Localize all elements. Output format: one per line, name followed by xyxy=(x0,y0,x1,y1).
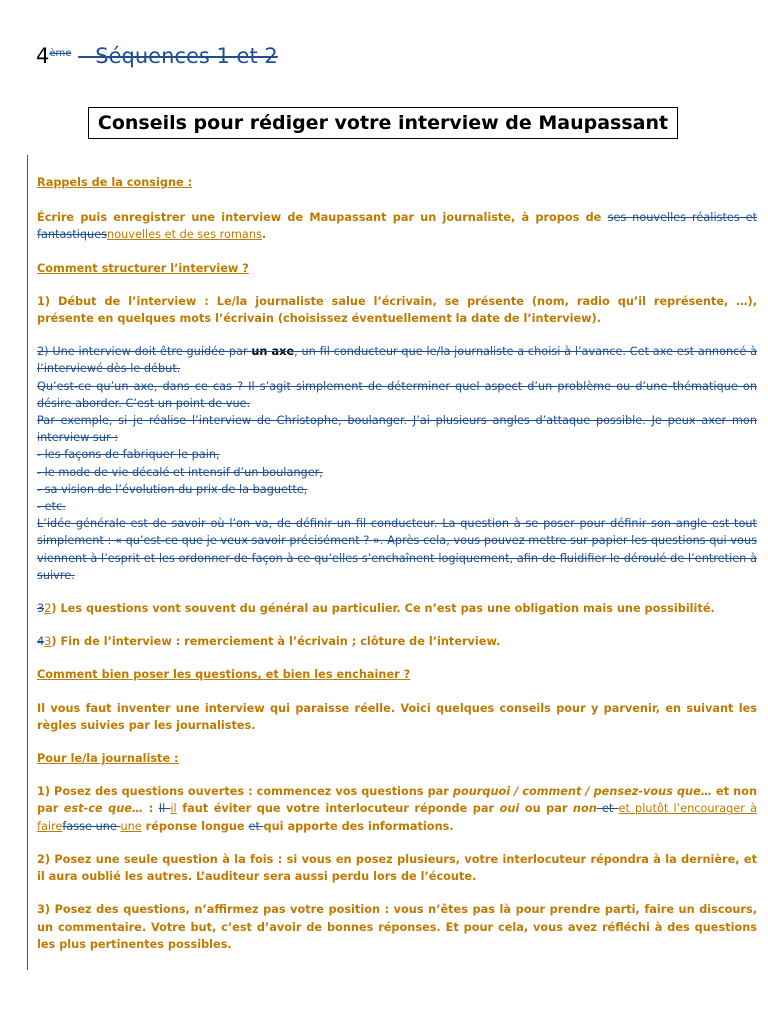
text-run: ) Les questions vont souvent du général au particulier. Ce n’est pas une obligation mais une possibilité. xyxy=(51,602,715,616)
italic-text: pourquoi / comment / pensez-vous que… xyxy=(452,785,713,799)
deleted-text: ses nouvelles réalistes et fantastiques xyxy=(37,211,757,242)
inserted-text: il xyxy=(170,802,177,816)
text-run: . xyxy=(261,228,267,242)
deleted-text: 4 xyxy=(37,635,45,649)
document-body xyxy=(37,174,757,969)
left-margin-bar xyxy=(27,155,28,970)
text-run: ou par xyxy=(519,802,573,816)
conseil-3: 3) Posez des questions, n’affirmez pas votre position : vous n’êtes pas là pour prendre parti, faire un discours, un commentaire. Votre but, c’est d’avoir de bonnes réponses. Et pour cela, vous avez réfléchi à des questions les plus pertinentes possibles. xyxy=(37,903,757,951)
deleted-text: 3 xyxy=(37,602,45,616)
section-heading: Comment structurer l’interview ? xyxy=(37,261,249,275)
deleted-line: - le mode de vie décalé et intensif d’un boulanger, xyxy=(37,465,323,479)
section-heading: Pour le/la journaliste : xyxy=(37,752,179,766)
text-run: ) Fin de l’interview : remerciement à l’écrivain ; clôture de l’interview. xyxy=(51,635,501,649)
rappels-heading xyxy=(37,174,757,191)
conseil-2: 2) Posez une seule question à la fois : si vous en posez plusieurs, votre interlocuteur répondra à la dernière, et il aura oublié les autres. L’auditeur sera aussi perdu lors de l’écoute. xyxy=(37,852,757,884)
structure-point-3 xyxy=(37,600,757,617)
section-heading: Rappels de la consigne : xyxy=(37,176,193,189)
deleted-text: Il xyxy=(158,802,171,816)
document-title: Conseils pour rédiger votre interview de Maupassant xyxy=(88,107,678,139)
text-run: réponse longue xyxy=(141,819,249,833)
text-run: Écrire puis enregistrer une interview de Maupassant par un journaliste, à propos de xyxy=(37,211,608,225)
deleted-line: L’idée générale est de savoir où l’on va, de définir un fil conducteur. La question à se poser pour définir son angle est tout simplement : « qu’est-ce que je veux savoir précisément ? ». Après cela, vous pouvez mettre sur papier les questions qui vous viennent à l’esprit et les ordonner de façon à ce qu’elles s’enchaînent logiquement, afin de fluidifier le déroulé de l’entretien à suivre. xyxy=(37,517,757,582)
deleted-line: - etc. xyxy=(37,500,66,514)
italic-text: est-ce que… xyxy=(63,802,144,816)
class-level: 4 xyxy=(36,44,50,68)
structure-point-1: 1) Début de l’interview : Le/la journaliste salue l’écrivain, se présente (nom, radio qu’il représente, …), présente en quelques mots l’écrivain (choisissez éventuellement la date de l’interview). xyxy=(37,294,757,326)
inserted-text: 2 xyxy=(44,602,52,616)
conseil-1 xyxy=(37,783,757,835)
structure-heading xyxy=(37,260,757,277)
questions-intro: Il vous faut inventer une interview qui paraisse réelle. Voici quelques conseils pour y parvenir, en suivant les règles suivies par les journalistes. xyxy=(37,701,757,732)
deleted-text: et xyxy=(248,819,264,833)
text-run: faut éviter que votre interlocuteur réponde par xyxy=(176,802,500,816)
inserted-text: nouvelles et de ses romans xyxy=(107,228,262,242)
page-header xyxy=(36,44,278,68)
italic-text: non xyxy=(572,802,597,816)
deleted-text: fasse une xyxy=(62,819,121,833)
structure-point-4 xyxy=(37,633,757,650)
text-run: qui apporte des informations. xyxy=(263,819,454,833)
deleted-text: , un fil conducteur que le/la journaliste a choisi à l’avance. Cet axe est annoncé à l’interviewé dès le début. xyxy=(37,345,757,376)
deleted-line: Par exemple, si je réalise l’interview de Christophe, boulanger. J’ai plusieurs angles d’attaque possible. Je peux axer mon interview sur : xyxy=(37,414,757,445)
journaliste-heading xyxy=(37,750,757,767)
deleted-point-2 xyxy=(37,343,757,584)
deleted-bold-text: un axe xyxy=(251,345,295,359)
inserted-text: une xyxy=(120,819,142,833)
deleted-text: et xyxy=(596,802,619,816)
deleted-line: Qu’est-ce qu’un axe, dans ce cas ? Il s’agit simplement de déterminer quel aspect d’un problème ou d’une thématique on désire aborder. C’est un point de vue. xyxy=(37,379,757,410)
text-run: 1) Posez des questions ouvertes : commencez vos questions par xyxy=(37,785,453,799)
italic-text: oui xyxy=(499,802,520,816)
inserted-text: et plutôt l’encourager à faire xyxy=(37,802,758,833)
text-run: : xyxy=(143,802,159,816)
rappels-paragraph xyxy=(37,209,757,243)
deleted-line: - sa vision de l’évolution du prix de la baguette, xyxy=(37,482,308,496)
class-level-suffix: ème xyxy=(49,48,72,59)
text-run: et non par xyxy=(37,785,757,816)
sequence-label: – Séquences 1 et 2 xyxy=(78,44,278,68)
section-heading: Comment bien poser les questions, et bien les enchainer ? xyxy=(37,668,411,682)
questions-heading xyxy=(37,666,757,683)
deleted-line: - les façons de fabriquer le pain, xyxy=(37,448,220,462)
deleted-text: 2) Une interview doit être guidée par xyxy=(37,345,252,359)
inserted-text: 3 xyxy=(44,635,52,649)
